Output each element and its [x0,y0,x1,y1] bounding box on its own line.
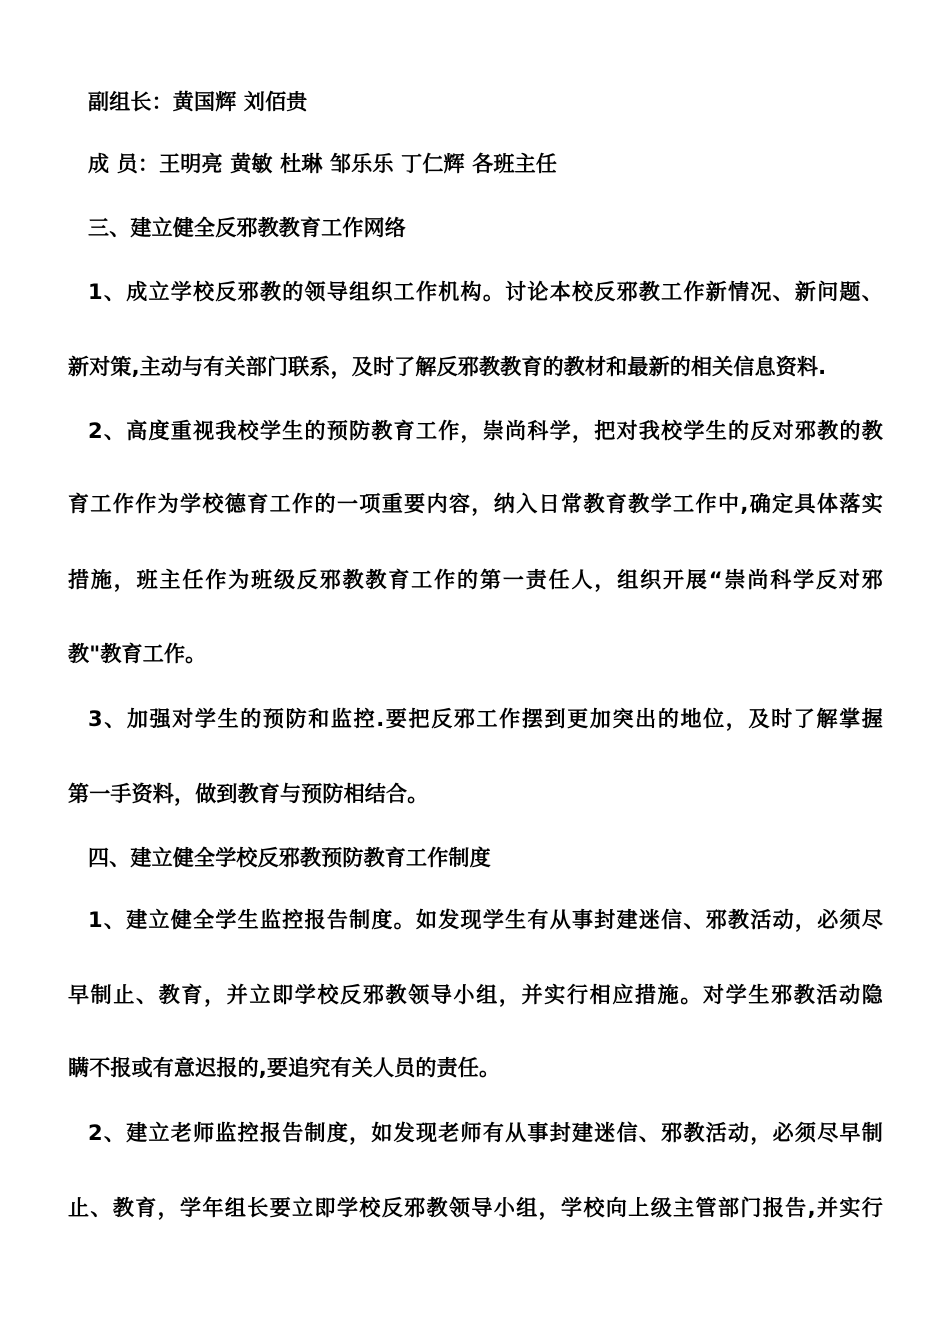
section-heading-4: 四、建立健全学校反邪教预防教育工作制度 [88,846,491,870]
paragraph-line: 2、高度重视我校学生的预防教育工作，崇尚科学，把对我校学生的反对邪教的教 [88,419,883,443]
paragraph-line: 2、建立老师监控报告制度，如发现老师有从事封建迷信、邪教活动，必须尽早制 [88,1121,883,1145]
paragraph-line: 止、教育，学年组长要立即学校反邪教领导小组，学校向上级主管部门报告,并实行 [68,1196,883,1220]
paragraph-line: 育工作作为学校德育工作的一项重要内容，纳入日常教育教学工作中,确定具体落实 [68,492,883,516]
paragraph-line: 教"教育工作。 [68,642,207,666]
members-line: 成 员：王明亮 黄敏 杜琳 邹乐乐 丁仁辉 各班主任 [88,152,558,176]
paragraph-line: 瞒不报或有意迟报的,要追究有关人员的责任。 [68,1056,501,1080]
paragraph-line: 新对策,主动与有关部门联系，及时了解反邪教教育的教材和最新的相关信息资料. [68,355,827,379]
section-heading-3: 三、建立健全反邪教教育工作网络 [88,216,406,240]
paragraph-line: 措施，班主任作为班级反邪教教育工作的第一责任人，组织开展“崇尚科学反对邪 [68,568,883,592]
vice-leader-line: 副组长：黄国辉 刘佰贵 [88,90,308,114]
paragraph-line: 1、成立学校反邪教的领导组织工作机构。讨论本校反邪教工作新情况、新问题、 [88,280,883,304]
paragraph-line: 3、加强对学生的预防和监控.要把反邪工作摆到更加突出的地位，及时了解掌握 [88,707,883,731]
paragraph-line: 第一手资料，做到教育与预防相结合。 [68,782,429,806]
paragraph-line: 1、建立健全学生监控报告制度。如发现学生有从事封建迷信、邪教活动，必须尽 [88,908,883,932]
paragraph-line: 早制止、教育，并立即学校反邪教领导小组，并实行相应措施。对学生邪教活动隐 [68,983,883,1007]
